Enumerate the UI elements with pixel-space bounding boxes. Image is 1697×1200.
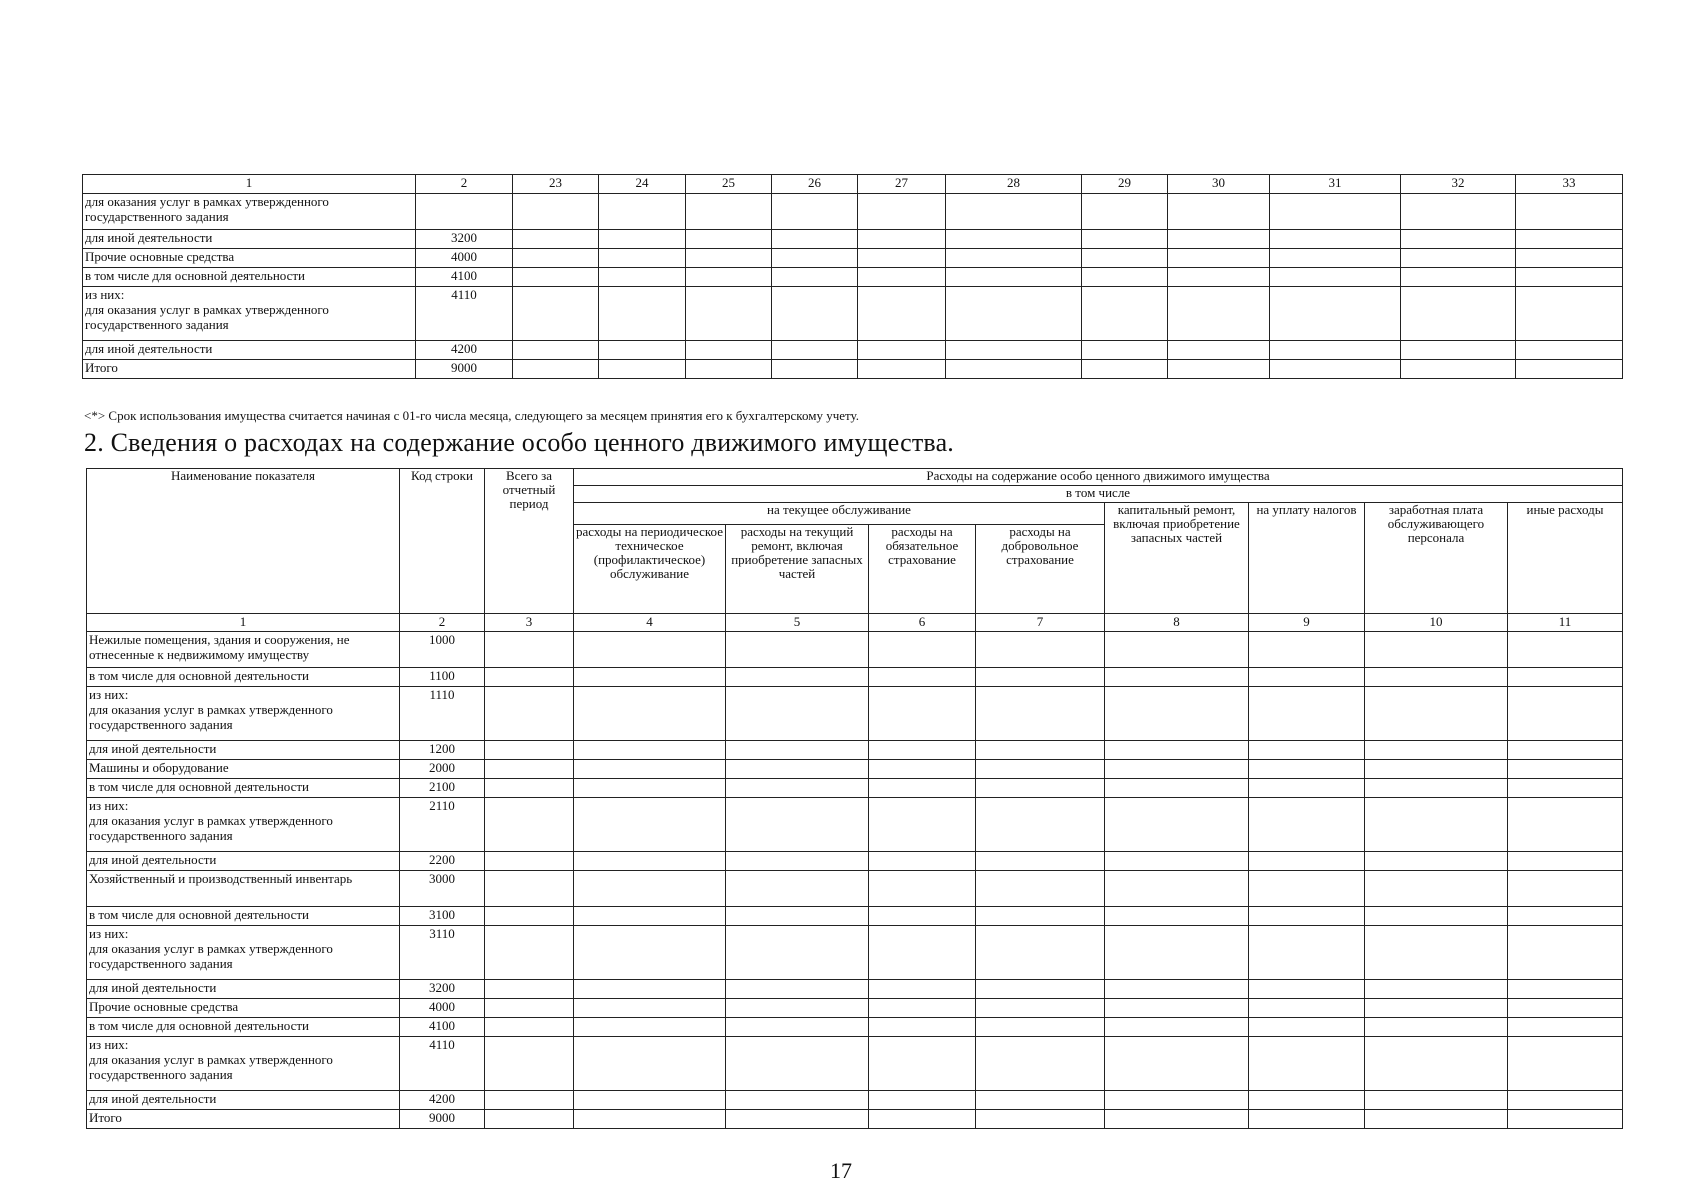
value-cell: [869, 926, 976, 980]
table-row: [83, 360, 1623, 379]
column-number: 1: [87, 614, 400, 632]
value-cell: [574, 1091, 726, 1110]
value-cell: [726, 668, 869, 687]
header-periodic-maintenance: расходы на периодическое техническое (профилактическое) обслуживание: [574, 525, 726, 614]
row-code: [416, 194, 513, 230]
value-cell: [1508, 852, 1623, 871]
value-cell: [1249, 926, 1365, 980]
value-cell: [1249, 980, 1365, 999]
value-cell: [976, 668, 1105, 687]
value-cell: [574, 687, 726, 741]
value-cell: [1365, 1037, 1508, 1091]
value-cell: [1105, 760, 1249, 779]
value-cell: [1105, 798, 1249, 852]
value-cell: [574, 980, 726, 999]
header-expenses: Расходы на содержание особо ценного движимого имущества: [574, 469, 1623, 486]
column-number: 7: [976, 614, 1105, 632]
row-name: Машины и оборудование: [87, 760, 400, 779]
value-cell: [726, 871, 869, 907]
header-current-service: на текущее обслуживание: [574, 503, 1105, 525]
value-cell: [726, 632, 869, 668]
row-code: 4110: [400, 1037, 485, 1091]
value-cell: [726, 980, 869, 999]
table-row: [87, 1091, 1623, 1110]
table-row: [87, 760, 1623, 779]
table1-header-cell: 1: [83, 175, 416, 194]
value-cell: [1508, 798, 1623, 852]
header-taxes: на уплату налогов: [1249, 503, 1365, 614]
value-cell: [1105, 852, 1249, 871]
value-cell: [485, 999, 574, 1018]
value-cell: [869, 1110, 976, 1129]
value-cell: [1249, 687, 1365, 741]
value-cell: [1249, 907, 1365, 926]
value-cell: [1105, 1037, 1249, 1091]
row-code: 4200: [416, 341, 513, 360]
row-code: 4100: [400, 1018, 485, 1037]
value-cell: [1365, 907, 1508, 926]
value-cell: [869, 1018, 976, 1037]
header-name: Наименование показателя: [87, 469, 400, 614]
value-cell: [1365, 999, 1508, 1018]
table1-header-cell: 30: [1168, 175, 1270, 194]
value-cell: [1249, 1091, 1365, 1110]
value-cell: [1365, 871, 1508, 907]
row-name: из них: для оказания услуг в рамках утвержденного государственного задания: [87, 926, 400, 980]
value-cell: [976, 907, 1105, 926]
value-cell: [574, 907, 726, 926]
header-other: иные расходы: [1508, 503, 1623, 614]
value-cell: [1365, 1091, 1508, 1110]
column-number: 2: [400, 614, 485, 632]
value-cell: [1365, 668, 1508, 687]
value-cell: [1105, 687, 1249, 741]
value-cell: [574, 852, 726, 871]
value-cell: [976, 798, 1105, 852]
value-cell: [976, 999, 1105, 1018]
row-code: 1100: [400, 668, 485, 687]
value-cell: [976, 760, 1105, 779]
value-cell: [1365, 1110, 1508, 1129]
value-cell: [1508, 907, 1623, 926]
value-cell: [574, 779, 726, 798]
table-row: [87, 798, 1623, 852]
row-name: в том числе для основной деятельности: [87, 1018, 400, 1037]
table-row: [87, 687, 1623, 741]
row-code: 4000: [400, 999, 485, 1018]
page-number: 17: [830, 1158, 852, 1183]
header-total: Всего за отчетный период: [485, 469, 574, 614]
value-cell: [726, 1018, 869, 1037]
table-row: [87, 779, 1623, 798]
value-cell: [1249, 760, 1365, 779]
value-cell: [726, 852, 869, 871]
value-cell: [574, 1018, 726, 1037]
value-cell: [574, 871, 726, 907]
value-cell: [1365, 1018, 1508, 1037]
header-mandatory-insurance: расходы на обязательное страхование: [869, 525, 976, 614]
value-cell: [1508, 1037, 1623, 1091]
value-cell: [1508, 668, 1623, 687]
table1-header-cell: 27: [858, 175, 946, 194]
value-cell: [869, 632, 976, 668]
value-cell: [1105, 741, 1249, 760]
value-cell: [574, 999, 726, 1018]
value-cell: [869, 907, 976, 926]
value-cell: [485, 779, 574, 798]
value-cell: [1508, 687, 1623, 741]
table-row: [87, 852, 1623, 871]
value-cell: [1249, 1037, 1365, 1091]
column-numbers-row: [87, 614, 1623, 632]
value-cell: [1508, 1110, 1623, 1129]
column-number: 11: [1508, 614, 1623, 632]
value-cell: [976, 980, 1105, 999]
value-cell: [1249, 999, 1365, 1018]
value-cell: [1365, 741, 1508, 760]
column-number: 4: [574, 614, 726, 632]
value-cell: [869, 1037, 976, 1091]
value-cell: [574, 632, 726, 668]
value-cell: [726, 1037, 869, 1091]
column-number: 9: [1249, 614, 1365, 632]
value-cell: [869, 1091, 976, 1110]
row-code: 3110: [400, 926, 485, 980]
table-row: [83, 230, 1623, 249]
row-code: 4000: [416, 249, 513, 268]
value-cell: [976, 632, 1105, 668]
value-cell: [869, 741, 976, 760]
table-row: [83, 287, 1623, 341]
row-code: 1200: [400, 741, 485, 760]
value-cell: [1508, 741, 1623, 760]
row-code: 9000: [400, 1110, 485, 1129]
table-row: [87, 632, 1623, 668]
value-cell: [726, 999, 869, 1018]
value-cell: [726, 798, 869, 852]
value-cell: [1105, 1018, 1249, 1037]
value-cell: [485, 852, 574, 871]
table-row: [83, 194, 1623, 230]
value-cell: [1249, 852, 1365, 871]
section-title: 2. Сведения о расходах на содержание особо ценного движимого имущества.: [84, 428, 955, 457]
table-row: [87, 980, 1623, 999]
row-code: 2100: [400, 779, 485, 798]
table-row: [87, 1037, 1623, 1091]
value-cell: [726, 760, 869, 779]
value-cell: [1249, 1018, 1365, 1037]
value-cell: [1105, 907, 1249, 926]
value-cell: [485, 668, 574, 687]
value-cell: [485, 687, 574, 741]
maintenance-expenses-table: [86, 468, 1623, 1129]
table-row: [87, 1110, 1623, 1129]
value-cell: [869, 852, 976, 871]
header-current-repair: расходы на текущий ремонт, включая приобретение запасных частей: [726, 525, 869, 614]
footnote: <*> Срок использования имущества считается начиная с 01-го числа месяца, следующего за месяцем принятия его к бухгалтерскому учету.: [84, 408, 859, 423]
value-cell: [1249, 632, 1365, 668]
row-name: Нежилые помещения, здания и сооружения, не отнесенные к недвижимому имуществу: [87, 632, 400, 668]
column-number: 8: [1105, 614, 1249, 632]
row-name: Итого: [87, 1110, 400, 1129]
value-cell: [726, 741, 869, 760]
value-cell: [1249, 668, 1365, 687]
row-code: 1000: [400, 632, 485, 668]
value-cell: [869, 668, 976, 687]
row-code: 9000: [416, 360, 513, 379]
row-name: в том числе для основной деятельности: [87, 668, 400, 687]
table1-header-cell: 24: [599, 175, 686, 194]
row-name: для иной деятельности: [87, 852, 400, 871]
column-number: 3: [485, 614, 574, 632]
row-name: в том числе для основной деятельности: [87, 907, 400, 926]
row-code: 3200: [416, 230, 513, 249]
value-cell: [1105, 871, 1249, 907]
table-row: [87, 741, 1623, 760]
value-cell: [1508, 632, 1623, 668]
value-cell: [485, 760, 574, 779]
value-cell: [1365, 852, 1508, 871]
value-cell: [1365, 779, 1508, 798]
table-row: [87, 926, 1623, 980]
row-name: для иной деятельности: [83, 341, 416, 360]
table-row: [87, 907, 1623, 926]
value-cell: [1105, 1110, 1249, 1129]
value-cell: [976, 741, 1105, 760]
table-row: [87, 668, 1623, 687]
row-name: Прочие основные средства: [83, 249, 416, 268]
value-cell: [1105, 980, 1249, 999]
value-cell: [574, 1110, 726, 1129]
row-code: 3200: [400, 980, 485, 999]
value-cell: [574, 741, 726, 760]
value-cell: [976, 1018, 1105, 1037]
value-cell: [485, 980, 574, 999]
value-cell: [574, 926, 726, 980]
table1-header-cell: 25: [686, 175, 772, 194]
value-cell: [1365, 760, 1508, 779]
value-cell: [485, 1037, 574, 1091]
value-cell: [976, 926, 1105, 980]
table1-header-cell: 32: [1401, 175, 1516, 194]
row-name: Хозяйственный и производственный инвентарь: [87, 871, 400, 907]
value-cell: [485, 1018, 574, 1037]
column-number: 5: [726, 614, 869, 632]
value-cell: [869, 760, 976, 779]
row-code: 2110: [400, 798, 485, 852]
row-name: Итого: [83, 360, 416, 379]
value-cell: [869, 687, 976, 741]
value-cell: [1249, 779, 1365, 798]
row-code: 3000: [400, 871, 485, 907]
header-capital-repair: капитальный ремонт, включая приобретение запасных частей: [1105, 503, 1249, 614]
value-cell: [1365, 687, 1508, 741]
value-cell: [485, 907, 574, 926]
value-cell: [574, 798, 726, 852]
row-name: из них: для оказания услуг в рамках утвержденного государственного задания: [87, 798, 400, 852]
value-cell: [485, 1110, 574, 1129]
header-voluntary-insurance: расходы на добровольное страхование: [976, 525, 1105, 614]
table1-header-cell: 2: [416, 175, 513, 194]
value-cell: [574, 1037, 726, 1091]
value-cell: [1249, 741, 1365, 760]
row-name: для иной деятельности: [87, 980, 400, 999]
value-cell: [726, 687, 869, 741]
row-code: 3100: [400, 907, 485, 926]
row-name: для иной деятельности: [83, 230, 416, 249]
row-code: 2200: [400, 852, 485, 871]
value-cell: [976, 1091, 1105, 1110]
table-row: [83, 249, 1623, 268]
table-row: [83, 268, 1623, 287]
value-cell: [976, 779, 1105, 798]
value-cell: [976, 1110, 1105, 1129]
value-cell: [1105, 632, 1249, 668]
row-name: из них: для оказания услуг в рамках утвержденного государственного задания: [83, 287, 416, 341]
value-cell: [726, 1091, 869, 1110]
row-name: в том числе для основной деятельности: [87, 779, 400, 798]
value-cell: [1508, 926, 1623, 980]
row-code: 4110: [416, 287, 513, 341]
value-cell: [1249, 798, 1365, 852]
value-cell: [869, 980, 976, 999]
value-cell: [976, 687, 1105, 741]
value-cell: [1365, 980, 1508, 999]
row-code: 4100: [416, 268, 513, 287]
value-cell: [1249, 871, 1365, 907]
value-cell: [1508, 779, 1623, 798]
row-name: в том числе для основной деятельности: [83, 268, 416, 287]
value-cell: [726, 926, 869, 980]
header-code: Код строки: [400, 469, 485, 614]
row-code: 1110: [400, 687, 485, 741]
table1-header-cell: 31: [1270, 175, 1401, 194]
table1-header-cell: 29: [1082, 175, 1168, 194]
value-cell: [1508, 1018, 1623, 1037]
table1-header-cell: 23: [513, 175, 599, 194]
value-cell: [1365, 798, 1508, 852]
table1-header-cell: 28: [946, 175, 1082, 194]
value-cell: [1365, 926, 1508, 980]
table-row: [87, 1018, 1623, 1037]
value-cell: [1105, 999, 1249, 1018]
value-cell: [485, 871, 574, 907]
value-cell: [726, 779, 869, 798]
value-cell: [1508, 1091, 1623, 1110]
value-cell: [574, 668, 726, 687]
value-cell: [1105, 668, 1249, 687]
table-row: [87, 871, 1623, 907]
row-name: для оказания услуг в рамках утвержденного государственного задания: [83, 194, 416, 230]
row-name: для иной деятельности: [87, 741, 400, 760]
value-cell: [1365, 632, 1508, 668]
value-cell: [1105, 1091, 1249, 1110]
value-cell: [485, 926, 574, 980]
value-cell: [1508, 980, 1623, 999]
value-cell: [485, 798, 574, 852]
value-cell: [869, 871, 976, 907]
table-row: [87, 999, 1623, 1018]
value-cell: [1508, 871, 1623, 907]
value-cell: [869, 999, 976, 1018]
table1-header-cell: 33: [1516, 175, 1623, 194]
row-name: из них: для оказания услуг в рамках утвержденного государственного задания: [87, 1037, 400, 1091]
row-name: из них: для оказания услуг в рамках утвержденного государственного задания: [87, 687, 400, 741]
header-including: в том числе: [574, 486, 1623, 503]
value-cell: [869, 798, 976, 852]
row-name: для иной деятельности: [87, 1091, 400, 1110]
column-number: 10: [1365, 614, 1508, 632]
row-name: Прочие основные средства: [87, 999, 400, 1018]
value-cell: [869, 779, 976, 798]
table-row: [83, 341, 1623, 360]
header-salary: заработная плата обслуживающего персонала: [1365, 503, 1508, 614]
value-cell: [485, 632, 574, 668]
row-code: 2000: [400, 760, 485, 779]
table1-header-cell: 26: [772, 175, 858, 194]
value-cell: [1249, 1110, 1365, 1129]
value-cell: [485, 741, 574, 760]
value-cell: [726, 1110, 869, 1129]
value-cell: [726, 907, 869, 926]
value-cell: [976, 871, 1105, 907]
column-number: 6: [869, 614, 976, 632]
value-cell: [574, 760, 726, 779]
value-cell: [1508, 760, 1623, 779]
row-code: 4200: [400, 1091, 485, 1110]
value-cell: [485, 1091, 574, 1110]
value-cell: [976, 1037, 1105, 1091]
value-cell: [976, 852, 1105, 871]
value-cell: [1105, 926, 1249, 980]
value-cell: [1105, 779, 1249, 798]
table1-header-row: [83, 175, 1623, 194]
fixed-assets-continuation-table: [82, 174, 1623, 379]
value-cell: [1508, 999, 1623, 1018]
